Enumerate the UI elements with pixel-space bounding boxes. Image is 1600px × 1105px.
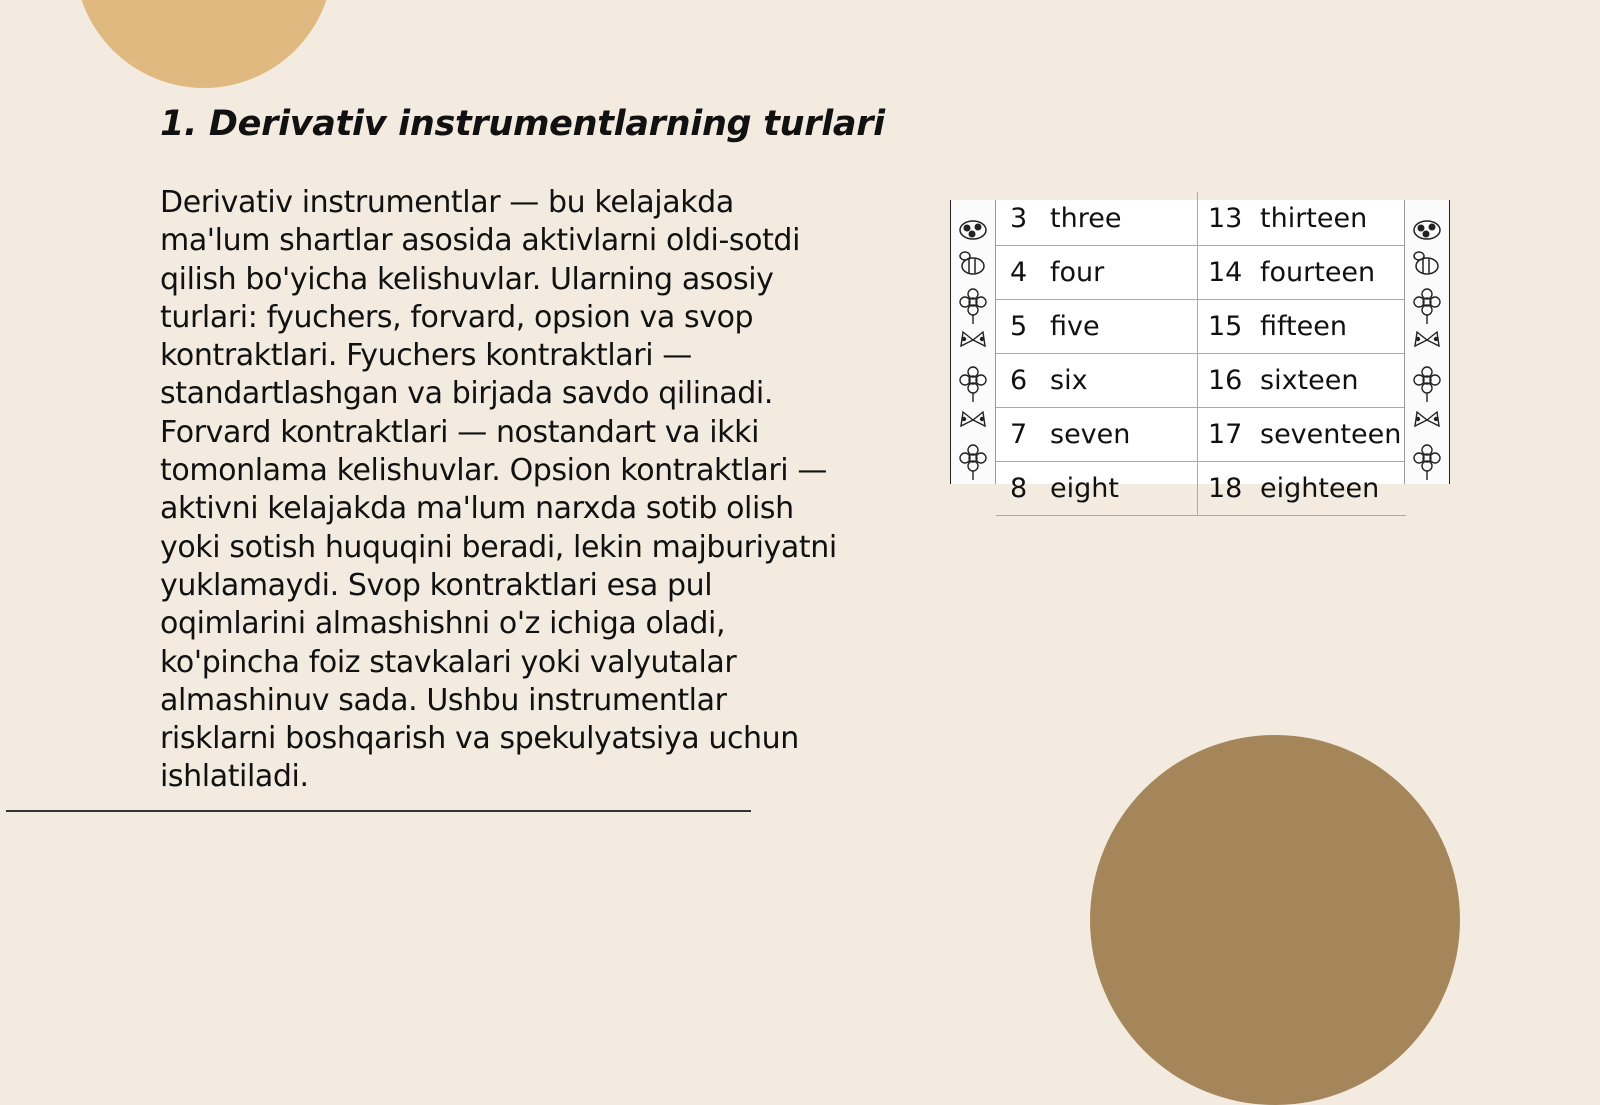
decorative-circle-bottom bbox=[1090, 735, 1460, 1105]
word-cell: seventeen bbox=[1260, 419, 1402, 450]
table-row bbox=[996, 462, 1406, 516]
butterfly-icon bbox=[961, 332, 985, 346]
bee-icon bbox=[960, 252, 984, 274]
ladybug-icon bbox=[1414, 221, 1440, 239]
slide-title: 1. Derivativ instrumentlarning turlari bbox=[160, 104, 885, 144]
word-cell: sixteen bbox=[1260, 365, 1359, 396]
number-cell: 16 bbox=[1208, 365, 1243, 396]
number-cell: 7 bbox=[1010, 419, 1028, 450]
word-cell: six bbox=[1050, 354, 1198, 407]
word-cell: eight bbox=[1050, 462, 1198, 515]
word-cell: four bbox=[1050, 246, 1198, 299]
flower-icon bbox=[960, 445, 986, 480]
butterfly-icon bbox=[1415, 412, 1439, 426]
number-cell: 14 bbox=[1208, 257, 1243, 288]
flower-icon bbox=[1414, 289, 1440, 324]
number-cell: 8 bbox=[1010, 473, 1028, 504]
decorative-circle-top bbox=[75, 0, 333, 88]
word-cell: five bbox=[1050, 300, 1198, 353]
table-row bbox=[996, 300, 1406, 354]
numbers-grid bbox=[996, 192, 1406, 516]
number-cell: 17 bbox=[1208, 419, 1243, 450]
table-row bbox=[996, 354, 1406, 408]
word-cell: thirteen bbox=[1260, 203, 1368, 234]
word-cell: fourteen bbox=[1260, 257, 1376, 288]
word-cell: seven bbox=[1050, 408, 1198, 461]
slide-body-text: Derivativ instrumentlar — bu kelajakda ma'lum shartlar asosida aktivlarni oldi-sotdi qilish bo'yicha kelishuvlar. Ularning asosiy turlari: fyuchers, forvard, opsion va svop kontraktlari. Fyuchers kontraktlari — standartlashgan va birjada savdo qilinadi. Forvard kontraktlari — nostandart va ikki tomonlama kelishuvlar. Opsion kontraktlari — aktivni kelajakda ma'lum narxda sotib olish yoki sotish huquqini beradi, lekin majburiyatni yuklamaydi. Svop kontraktlari esa pul oqimlarini almashishni o'z ichiga oladi, ko'pincha foiz stavkalari yoki valyutalar almashinuv sada. Ushbu instrumentlar risklarni boshqarish va spekulyatsiya uchun ishlatiladi. bbox=[160, 185, 837, 795]
number-cell: 18 bbox=[1208, 473, 1243, 504]
number-cell: 5 bbox=[1010, 311, 1028, 342]
flower-icon bbox=[960, 367, 986, 402]
number-cell: 3 bbox=[1010, 203, 1028, 234]
butterfly-icon bbox=[1415, 332, 1439, 346]
word-cell: fifteen bbox=[1260, 311, 1347, 342]
decoration-column-left bbox=[951, 200, 996, 484]
bee-icon bbox=[1414, 252, 1438, 274]
flower-icon bbox=[960, 289, 986, 324]
table-row bbox=[996, 408, 1406, 462]
flower-icon bbox=[1414, 445, 1440, 480]
flower-icon bbox=[1414, 367, 1440, 402]
table-row bbox=[996, 192, 1406, 246]
ladybug-icon bbox=[960, 221, 986, 239]
number-cell: 13 bbox=[1208, 203, 1243, 234]
number-cell: 6 bbox=[1010, 365, 1028, 396]
word-cell: eighteen bbox=[1260, 473, 1380, 504]
word-cell: three bbox=[1050, 192, 1198, 245]
table-row bbox=[996, 246, 1406, 300]
decoration-column-right bbox=[1404, 200, 1449, 484]
number-cell: 15 bbox=[1208, 311, 1243, 342]
butterfly-icon bbox=[961, 412, 985, 426]
divider-line bbox=[6, 810, 751, 812]
number-cell: 4 bbox=[1010, 257, 1028, 288]
numbers-table-image bbox=[950, 200, 1450, 504]
